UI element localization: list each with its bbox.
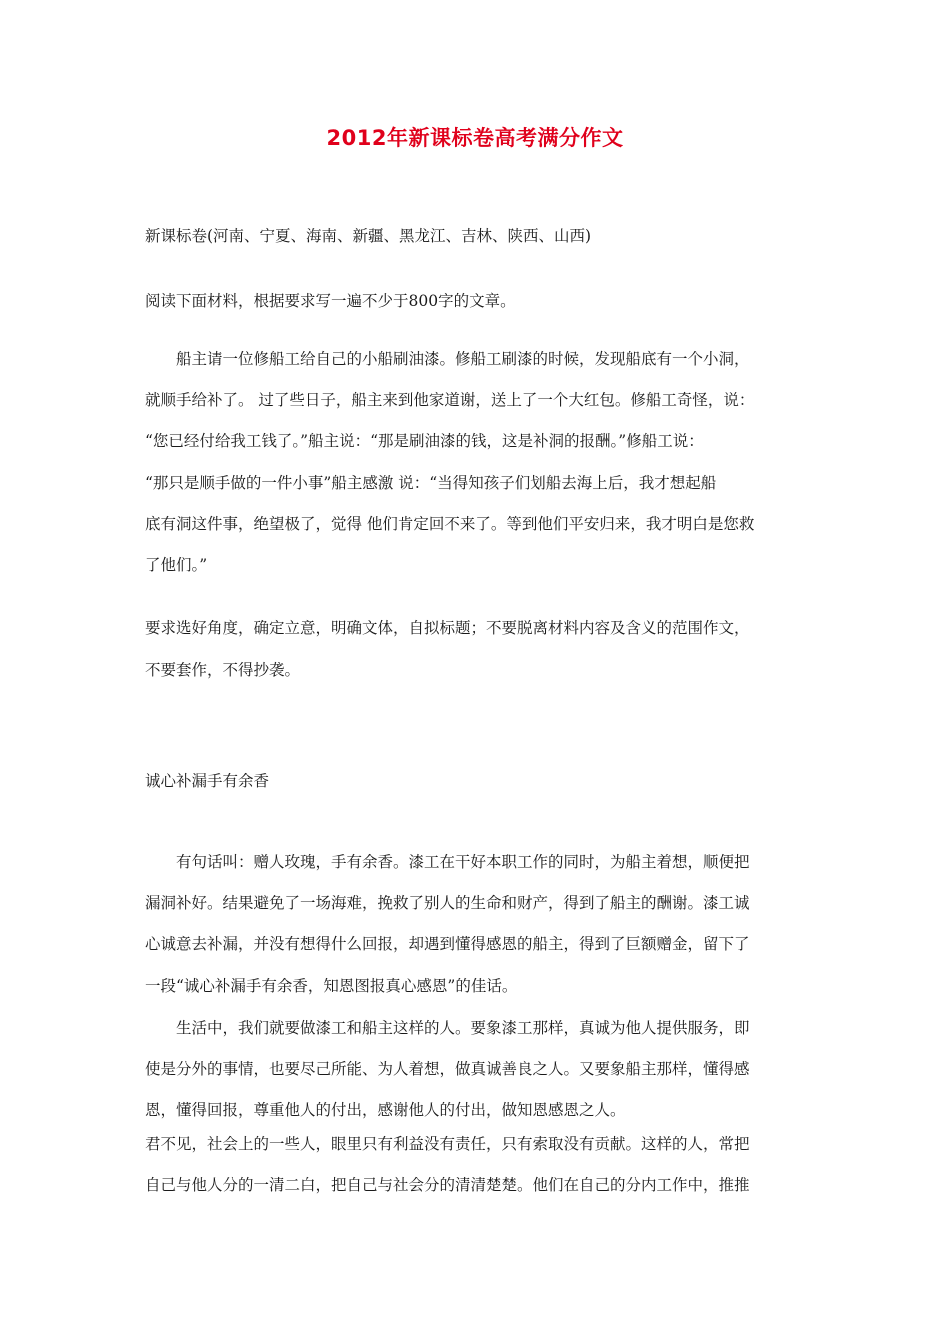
- subtitle-text: 新课标卷(河南、宁夏、海南、新疆、黑龙江、吉林、陕西、山西): [145, 227, 592, 245]
- material-line: “您已经付给我工钱了。”船主说：“那是刷油漆的钱，这是补洞的报酬。”修船工说：: [145, 432, 704, 451]
- essay-title-text: 诚心补漏手有余香: [145, 772, 270, 790]
- essay-line: 君不见，社会上的一些人，眼里只有利益没有责任，只有索取没有贡献。这样的人，常把: [145, 1135, 750, 1153]
- prompt-instruction: [145, 283, 805, 319]
- material-line: 底有洞这件事，绝望极了，觉得 他们肯定回不来了。等到他们平安归来，我才明白是您救: [145, 514, 755, 533]
- essay-line: 使是分外的事情，也要尽己所能、为人着想，做真诚善良之人。又要象船主那样，懂得感: [145, 1060, 750, 1079]
- reading-material: [145, 339, 805, 586]
- essay-paragraph-3: [145, 1124, 805, 1206]
- essay-line: 有句话叫：赠人玫瑰，手有余香。漆工在干好本职工作的同时，为船主着想，顺便把: [176, 853, 750, 871]
- instruction-text: 阅读下面材料，根据要求写一遍不少于800字的文章。: [145, 292, 516, 310]
- essay-line: 自己与他人分的一清二白，把自己与社会分的清清楚楚。他们在自己的分内工作中，推推: [145, 1176, 750, 1195]
- requirement-line: 不要套作，不得抄袭。: [145, 660, 301, 679]
- essay-line: 生活中，我们就要做漆工和船主这样的人。要象漆工那样，真诚为他人提供服务，即: [176, 1019, 750, 1037]
- essay-title: [145, 763, 805, 799]
- essay-paragraph-1: [145, 842, 805, 1007]
- material-line: 就顺手给补了。 过了些日子，船主来到他家道谢，送上了一个大红包。修船工奇怪，说：: [145, 391, 755, 410]
- material-line: 了他们。”: [145, 556, 208, 575]
- material-line: “那只是顺手做的一件小事”船主感激 说：“当得知孩子们划船去海上后，我才想起船: [145, 473, 717, 492]
- essay-line: 心诚意去补漏，并没有想得什么回报，却遇到懂得感恩的船主，得到了巨额赠金，留下了: [145, 935, 750, 954]
- essay-line: 漏洞补好。结果避免了一场海难，挽救了别人的生命和财产，得到了船主的酬谢。漆工诚: [145, 894, 750, 913]
- material-line: 船主请一位修船工给自己的小船刷油漆。修船工刷漆的时候，发现船底有一个小洞，: [176, 350, 750, 368]
- exam-region-subtitle: [145, 218, 805, 254]
- requirement-line: 要求选好角度，确定立意，明确文体，自拟标题；不要脱离材料内容及含义的范围作文，: [145, 619, 750, 637]
- essay-paragraph-2: [145, 1008, 805, 1132]
- essay-line: 一段“诚心补漏手有余香，知恩图报真心感恩”的佳话。: [145, 976, 518, 995]
- essay-line: 恩，懂得回报，尊重他人的付出，感谢他人的付出，做知恩感恩之人。: [145, 1101, 626, 1120]
- page-title: 2012年新课标卷高考满分作文: [326, 126, 624, 150]
- writing-requirement: [145, 608, 805, 691]
